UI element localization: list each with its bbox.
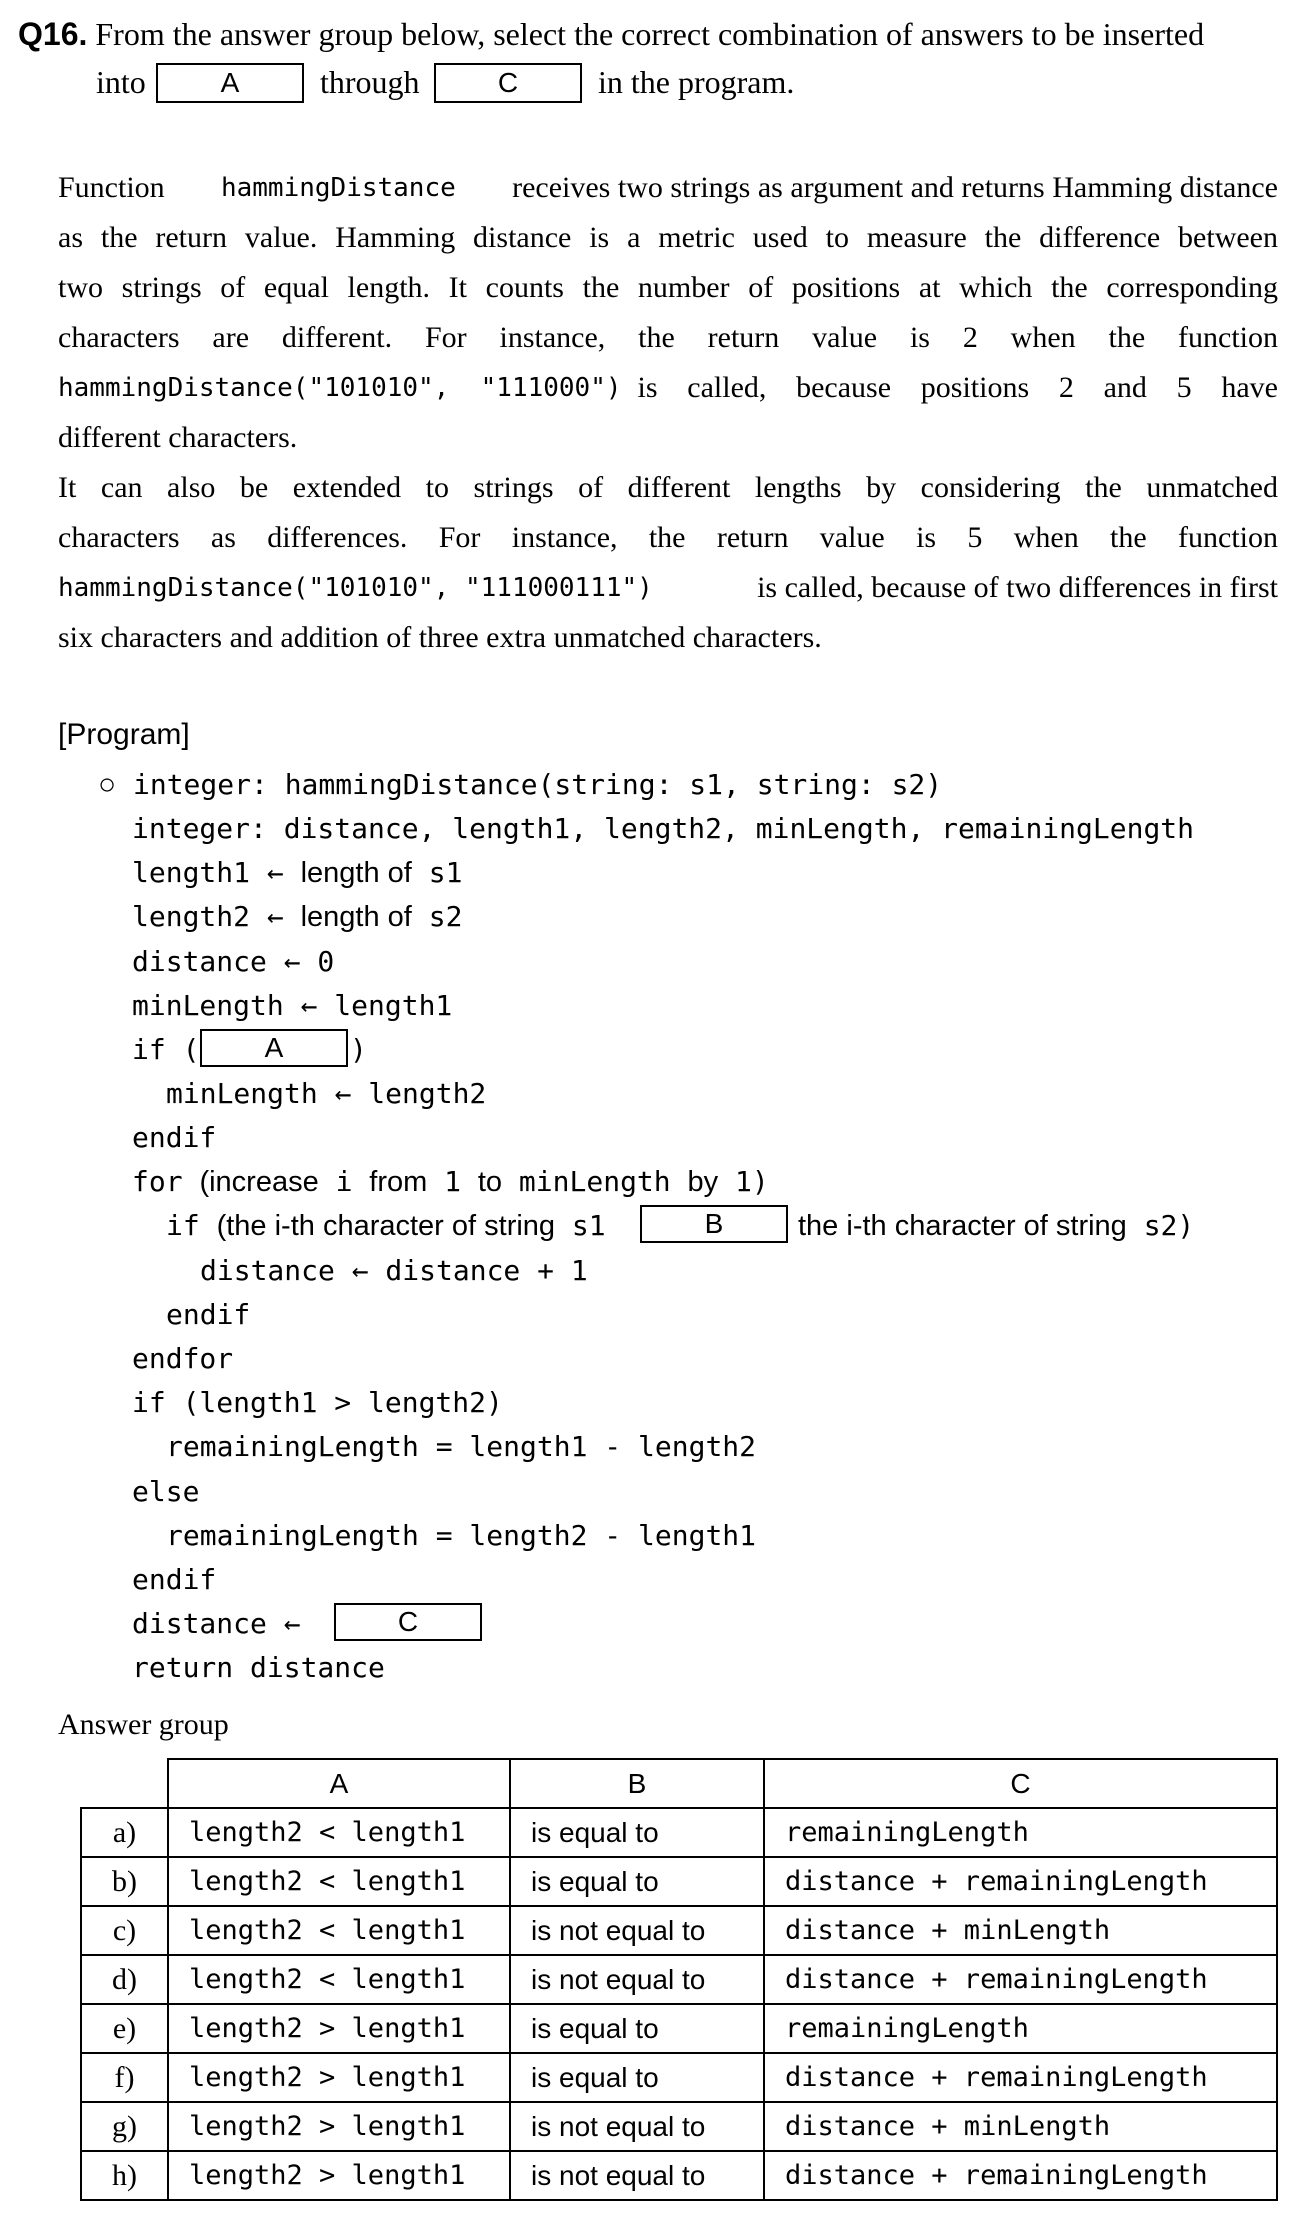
description-text: Function — [58, 171, 165, 204]
code-line: endif — [132, 1563, 217, 1596]
code-text: from — [369, 1166, 428, 1198]
description-text: characters are different. For instance, the return value is 2 when the function — [58, 321, 1278, 354]
code-line: length1 ← length of s1 — [132, 856, 463, 889]
option-b-value: is not equal to — [510, 1906, 764, 1955]
answer-row — [81, 1808, 1277, 1857]
code-line: minLength ← length2 — [166, 1077, 487, 1110]
code-line: length2 ← length of s2 — [132, 900, 463, 933]
option-c-value: distance + remainingLength — [764, 1857, 1277, 1906]
answer-table — [80, 1758, 1278, 2201]
into-label: into — [96, 64, 146, 100]
code-line: distance ← 0 — [132, 945, 335, 978]
description-text: different characters. — [58, 421, 298, 454]
description-line — [58, 613, 1278, 663]
description-text: characters as differences. For instance, the return value is 5 when the function — [58, 521, 1278, 554]
description-line — [58, 513, 1278, 563]
option-c-value: distance + remainingLength — [764, 1955, 1277, 2004]
code-line: minLength ← length1 — [132, 989, 453, 1022]
blank-box-c: C — [434, 63, 582, 103]
code-token: if ( — [132, 1033, 200, 1066]
bullet-icon: ○ — [98, 768, 117, 801]
code-line-if-a — [132, 1028, 199, 1072]
option-label: f) — [81, 2053, 168, 2102]
description-text: as the return value. Hamming distance is a metric used to measure the difference between — [58, 221, 1278, 254]
through-label: through — [320, 64, 420, 100]
code-text: the i-th character of string — [798, 1210, 1127, 1242]
description-text: six characters and addition of three extra unmatched characters. — [58, 621, 822, 654]
description — [58, 163, 1278, 663]
option-c-value: distance + remainingLength — [764, 2053, 1277, 2102]
code-token: 1) — [735, 1165, 769, 1198]
code-text: length of — [300, 901, 412, 933]
code-token: length1 — [132, 856, 251, 889]
question-line-1 — [18, 14, 1204, 54]
answer-table-header — [81, 1759, 1277, 1808]
code-blank-box-b: B — [640, 1205, 788, 1243]
question-number: Q16. — [18, 16, 88, 52]
code-token: s2 — [428, 900, 463, 933]
code-text: (the i-th character of string — [216, 1210, 556, 1242]
description-line — [58, 563, 1278, 613]
code-token: s1 — [428, 856, 463, 889]
code-line: endif — [132, 1121, 217, 1154]
function-name-code: hammingDistance — [220, 173, 456, 203]
code-token: ) — [350, 1033, 367, 1066]
code-token: i — [335, 1165, 353, 1198]
option-b-value: is not equal to — [510, 1955, 764, 2004]
description-text: is called, because positions 2 and 5 have — [637, 371, 1278, 404]
option-a-value: length2 > length1 — [168, 2053, 510, 2102]
option-label: e) — [81, 2004, 168, 2053]
code-token: length2 — [132, 900, 251, 933]
option-a-value: length2 > length1 — [168, 2102, 510, 2151]
code-line-for — [132, 1160, 769, 1204]
answer-row — [81, 1955, 1277, 2004]
answer-row — [81, 1906, 1277, 1955]
code-token: 1 — [444, 1165, 462, 1198]
option-c-value: remainingLength — [764, 1808, 1277, 1857]
description-line — [58, 313, 1278, 363]
code-line: remainingLength = length1 - length2 — [166, 1430, 757, 1463]
in-program-label: in the program. — [598, 64, 795, 100]
option-a-value: length2 > length1 — [168, 2151, 510, 2200]
blank-box-a: A — [156, 63, 304, 103]
answer-row — [81, 2053, 1277, 2102]
option-a-value: length2 < length1 — [168, 1808, 510, 1857]
example-call-code: hammingDistance("101010", "111000") — [58, 373, 622, 403]
code-line-inner-if-tail — [798, 1204, 1194, 1248]
option-b-value: is equal to — [510, 1857, 764, 1906]
description-line — [58, 263, 1278, 313]
header-b: B — [510, 1759, 764, 1808]
option-b-value: is not equal to — [510, 2102, 764, 2151]
option-a-value: length2 < length1 — [168, 1906, 510, 1955]
code-text: (increase — [199, 1166, 319, 1198]
description-text: is called, because of two differences in first — [757, 571, 1278, 604]
description-text: receives two strings as argument and returns Hamming distance — [512, 171, 1278, 204]
code-blank-box-c: C — [334, 1603, 482, 1641]
header-c: C — [764, 1759, 1277, 1808]
code-line: remainingLength = length2 - length1 — [166, 1519, 757, 1552]
code-line: endfor — [132, 1342, 234, 1375]
answer-group-title: Answer group — [58, 1708, 229, 1741]
description-text: two strings of equal length. It counts the number of positions at which the corresponding — [58, 271, 1278, 304]
description-text: It can also be extended to strings of different lengths by considering the unmatched — [58, 471, 1278, 504]
option-c-value: distance + minLength — [764, 1906, 1277, 1955]
code-line-signature — [98, 763, 942, 807]
option-b-value: is equal to — [510, 2004, 764, 2053]
option-a-value: length2 < length1 — [168, 1857, 510, 1906]
option-c-value: remainingLength — [764, 2004, 1277, 2053]
code-token: for — [132, 1165, 183, 1198]
code-line: return distance — [132, 1651, 385, 1684]
code-line: if (length1 > length2) — [132, 1386, 503, 1419]
option-label: b) — [81, 1857, 168, 1906]
question-text: From the answer group below, select the correct combination of answers to be inserted — [95, 16, 1205, 52]
option-b-value: is equal to — [510, 1808, 764, 1857]
option-a-value: length2 < length1 — [168, 1955, 510, 2004]
description-line — [58, 213, 1278, 263]
code-text: by — [687, 1166, 719, 1198]
example-call-code: hammingDistance("101010", "111000111") — [58, 573, 653, 603]
option-b-value: is not equal to — [510, 2151, 764, 2200]
option-label: g) — [81, 2102, 168, 2151]
option-label: d) — [81, 1955, 168, 2004]
code-text: to — [477, 1166, 503, 1198]
code-text: length of — [300, 857, 412, 889]
program-label: [Program] — [58, 718, 190, 751]
code-token: s1 — [571, 1209, 606, 1242]
code-line: distance ← distance + 1 — [200, 1254, 588, 1287]
option-label: c) — [81, 1906, 168, 1955]
option-label: h) — [81, 2151, 168, 2200]
description-line — [58, 163, 1278, 213]
answer-row — [81, 2151, 1277, 2200]
code-blank-box-a: A — [200, 1029, 348, 1067]
code-token: s2) — [1143, 1209, 1195, 1242]
answer-row — [81, 2102, 1277, 2151]
option-a-value: length2 > length1 — [168, 2004, 510, 2053]
answer-row — [81, 2004, 1277, 2053]
code-line: else — [132, 1475, 200, 1508]
answer-row — [81, 1857, 1277, 1906]
code-line-inner-if — [166, 1204, 606, 1248]
code-token: minLength — [518, 1165, 671, 1198]
option-c-value: distance + remainingLength — [764, 2151, 1277, 2200]
header-empty-cell — [81, 1759, 168, 1808]
option-c-value: distance + minLength — [764, 2102, 1277, 2151]
code-line: distance ← — [132, 1607, 301, 1640]
description-line — [58, 413, 1278, 463]
option-b-value: is equal to — [510, 2053, 764, 2102]
option-label: a) — [81, 1808, 168, 1857]
header-a: A — [168, 1759, 510, 1808]
description-line — [58, 463, 1278, 513]
code-signature: integer: hammingDistance(string: s1, string: s2) — [132, 768, 943, 801]
code-line: endif — [166, 1298, 251, 1331]
description-line — [58, 363, 1278, 413]
code-line: integer: distance, length1, length2, minLength, remainingLength — [132, 812, 1195, 845]
code-token: if — [166, 1209, 200, 1242]
